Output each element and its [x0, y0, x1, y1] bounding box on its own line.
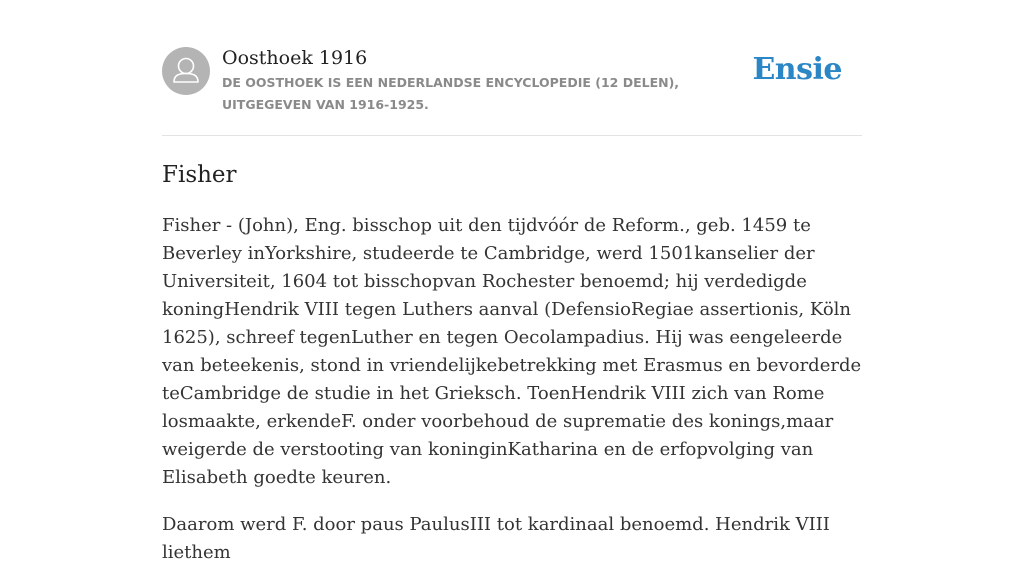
- entry-title: Fisher: [162, 162, 237, 188]
- source-title[interactable]: Oosthoek 1916: [222, 47, 368, 69]
- user-silhouette-icon: [162, 47, 210, 95]
- entry-paragraph: Daarom werd F. door paus PaulusIII tot kardinaal benoemd. Hendrik VIII liethem: [162, 514, 830, 563]
- ensie-logo[interactable]: Ensie: [752, 52, 842, 87]
- source-description: DE OOSTHOEK IS EEN NEDERLANDSE ENCYCLOPEDIE (12 DELEN), UITGEGEVEN VAN 1916-1925.: [222, 75, 680, 112]
- source-header: [162, 44, 862, 136]
- entry-body: [162, 212, 862, 586]
- entry-paragraph: Fisher - (John), Eng. bisschop uit den tijdvóór de Reform., geb. 1459 te Beverley inYorkshire, studeerde te Cambridge, werd 1501kanselier der Universiteit, 1604 tot bisschopvan Rochester benoemd; hij verdedigde koningHendrik VIII tegen Luthers aanval (DefensioRegiae assertionis, Köln 1625), schreef tegenLuther en tegen Oecolampadius. Hij was eengeleerde van beteekenis, stond in vriendelijkebetrekking met Erasmus en bevorderde teCambridge de studie in het Grieksch. ToenHendrik VIII zich van Rome losmaakte, erkendeF. onder voorbehoud de suprematie des konings,maar weigerde de verstooting van koninginKatharina en de erfopvolging van Elisabeth goedte keuren.: [162, 215, 862, 488]
